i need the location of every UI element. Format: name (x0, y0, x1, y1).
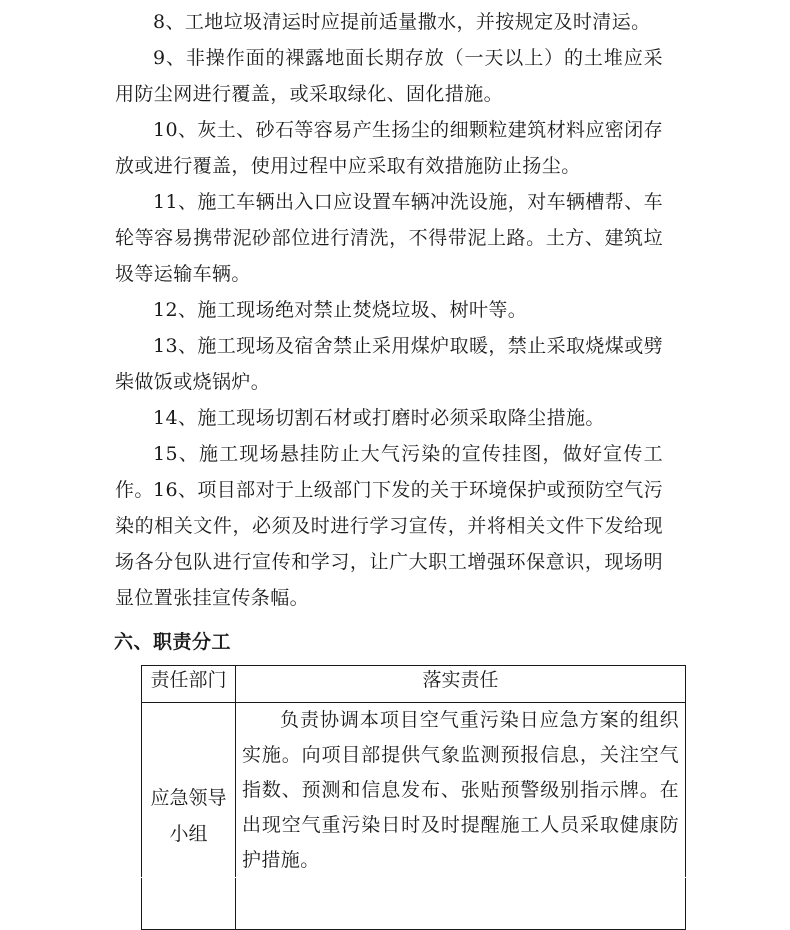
list-item: 9、非操作面的裸露地面长期存放（一天以上）的土堆应采用防尘网进行覆盖，或采取绿化、固化措施。 (115, 47, 663, 105)
list-item: 15、施工现场悬挂防止大气污染的宣传挂图，做好宣传工作。 (115, 443, 663, 501)
list-item: 11、施工车辆出入口应设置车辆冲洗设施，对车辆槽帮、车轮等容易携带泥砂部位进行清洗，不得带泥上路。土方、建筑垃圾等运输车辆。 (115, 191, 663, 285)
section-heading: 六、职责分工 (114, 631, 232, 653)
list-item: 12、施工现场绝对禁止焚烧垃圾、树叶等。 (153, 299, 528, 321)
list-item: 10、灰土、砂石等容易产生扬尘的细颗粒建筑材料应密闭存放或进行覆盖，使用过程中应采取有效措施防止扬尘。 (115, 119, 663, 177)
table-row (142, 703, 686, 930)
table-header-row (142, 666, 686, 703)
table-cell-responsibility: 负责协调本项目空气重污染日应急方案的组织实施。向项目部提供气象监测预报信息，关注空气指数、预测和信息发布、张贴预警级别指示牌。在出现空气重污染日时及时提醒施工人员采取健康防护措施。 (236, 703, 686, 930)
table-cell-dept: 应急领导小组 (142, 703, 236, 930)
responsibility-table (141, 665, 686, 930)
list-item: 8、工地垃圾清运时应提前适量撒水，并按规定及时清运。 (153, 11, 651, 33)
table-header-cell: 落实责任 (236, 666, 686, 703)
table-header-cell: 责任部门 (142, 666, 236, 703)
list-item: 16、项目部对于上级部门下发的关于环境保护或预防空气污染的相关文件，必须及时进行学习宣传，并将相关文件下发给现场各分包队进行宣传和学习，让广大职工增强环保意识，现场明显位置张挂宣传条幅。 (115, 479, 663, 609)
list-item: 14、施工现场切割石材或打磨时必须采取降尘措施。 (153, 407, 605, 429)
list-item: 13、施工现场及宿舍禁止采用煤炉取暖，禁止采取烧煤或劈柴做饭或烧锅炉。 (115, 335, 663, 393)
